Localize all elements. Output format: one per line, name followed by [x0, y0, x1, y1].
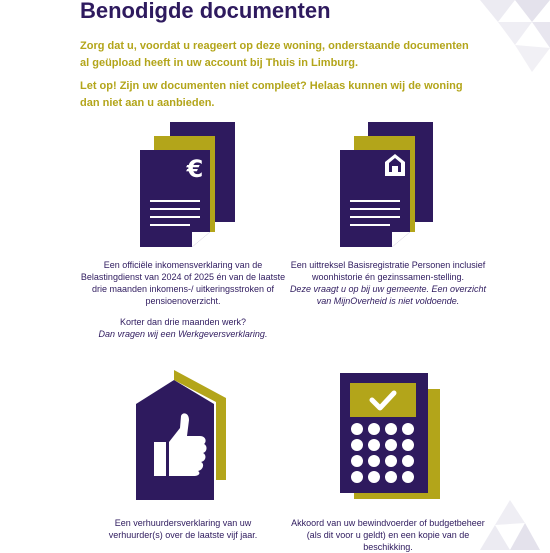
item-income-caption [78, 259, 288, 340]
item-landlord-caption [88, 517, 278, 541]
income-text: Een officiële inkomensverklaring van de Belastingdienst van 2024 of 2025 én van de laatste drie maanden inkomens-/ uitkeringsstroken of pensioenoverzicht. [80, 260, 286, 306]
decorative-triangles-top [470, 0, 550, 75]
decorative-triangles-bottom [470, 495, 550, 550]
budget-text: Akkoord van uw bewindvoerder of budgetbeheer (als dit voor u geldt) en een kopie van de beschikking. [291, 518, 485, 552]
brp-text: Een uittreksel Basisregistratie Personen inclusief woonhistorie én gezinssamen-stelling. [290, 260, 486, 282]
landlord-statement-icon [136, 370, 226, 500]
income-note: Korter dan drie maanden werk? [119, 317, 247, 327]
calculator-icon [340, 373, 440, 503]
intro-text: Zorg dat u, voordat u reageert op deze woning, onderstaande documenten al geüpload heeft in uw account bij Thuis in Limburg. [80, 40, 469, 69]
euro-symbol: € [186, 155, 204, 183]
item-brp-caption [283, 259, 493, 307]
brp-document-icon [340, 122, 435, 247]
warning-text: Let op! Zijn uw documenten niet compleet? Helaas kunnen wij de woning dan niet aan u aanbieden. [80, 80, 463, 109]
page-title: Benodigde documenten [80, 0, 331, 23]
landlord-text: Een verhuurdersverklaring van uw verhuurder(s) over de laatste vijf jaar. [108, 518, 258, 540]
item-budget-caption [288, 517, 488, 553]
brp-text-italic: Deze vraagt u op bij uw gemeente. Een overzicht van MijnOverheid is niet voldoende. [289, 284, 487, 306]
income-note-italic: Dan vragen wij een Werkgeversverklaring. [98, 329, 268, 339]
income-document-icon [140, 122, 235, 247]
